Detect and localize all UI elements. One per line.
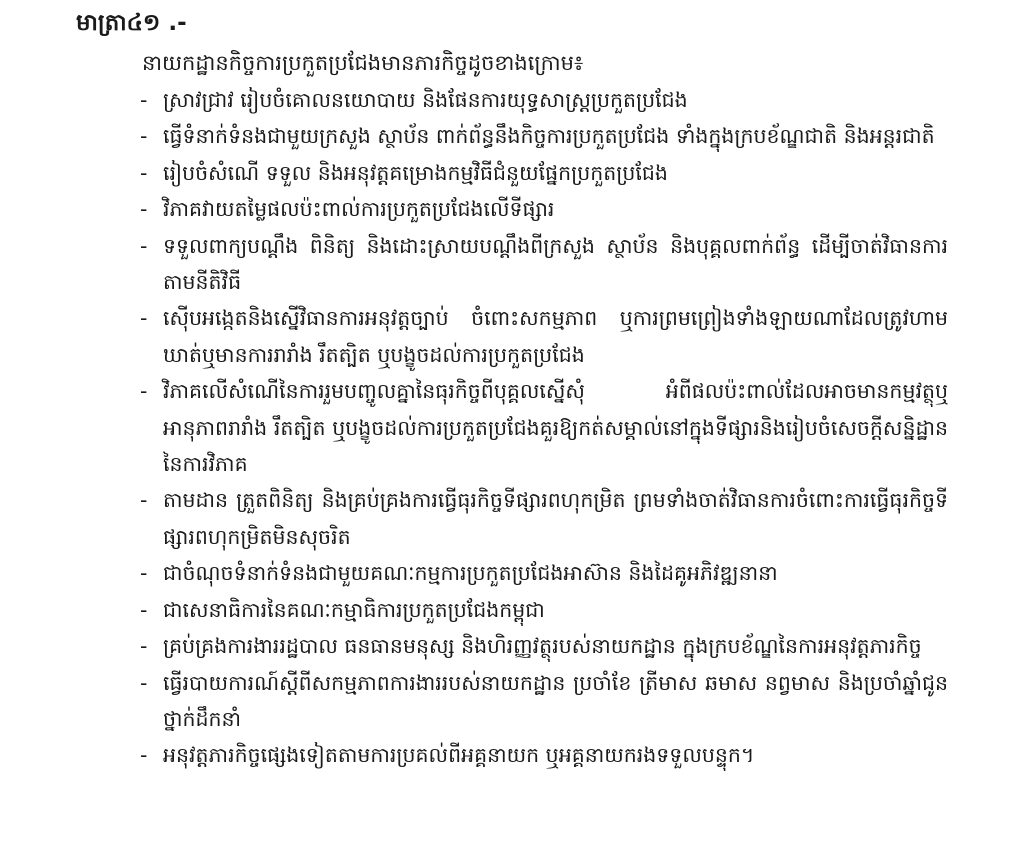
bullet-dash: - xyxy=(140,634,148,659)
duty-list-item xyxy=(138,482,948,555)
bullet-dash: - xyxy=(140,743,148,768)
bullet-dash: - xyxy=(140,88,148,112)
article-heading: មាត្រា៤១ .- xyxy=(76,10,187,36)
duty-list-item xyxy=(138,191,948,227)
duty-text: ជាចំណុចទំនាក់ទំនងជាមួយគណៈកម្មការប្រកួតប្រជែងអាស៊ាន និងដៃគូអភិវឌ្ឍនានា xyxy=(163,561,778,586)
bullet-dash: - xyxy=(140,197,148,222)
bullet-dash: - xyxy=(140,233,148,258)
duty-list-item xyxy=(138,228,948,301)
bullet-dash: - xyxy=(140,670,148,695)
duty-text: វិភាគលើសំណើនៃការរួមបញ្ចូលគ្នានៃធុរកិច្ចពីបុគ្គលស្នើសុំ អំពីផលប៉ះពាល់ដែលអាចមានកម្មវត្ថុឬអានុភាពរារាំង រឹតត្បិត ឬបង្ខូចដល់ការប្រកួតប្រជែងគួរឱ្យកត់សម្គាល់នៅក្នុងទីផ្សារនិងរៀបចំសេចក្តីសន្និដ្ឋាននៃការវិភាគ xyxy=(163,379,948,477)
duty-text: រៀបចំសំណើ ទទួល និងអនុវត្តគម្រោងកម្មវិធីជំនួយផ្នែកប្រកួតប្រជែង xyxy=(163,160,668,185)
duty-text: គ្រប់គ្រងការងាររដ្ឋបាល ធនធានមនុស្ស និងហិរញ្ញវត្ថុរបស់នាយកដ្ឋាន ក្នុងក្របខ័ណ្ឌនៃការអនុវត្តភារកិច្ច xyxy=(163,634,922,659)
duty-text: ស៊ើបអង្កេតនិងស្នើវិធានការអនុវត្តច្បាប់ ចំពោះសកម្មភាព ឬការព្រមព្រៀងទាំងឡាយណាដែលត្រូវហាមឃាត់ឬមានការរារាំង រឹតត្បិត ឬបង្ខូចដល់ការប្រកួតប្រជែង xyxy=(163,306,948,367)
duty-text: ធ្វើទំនាក់ទំនងជាមួយក្រសួង ស្ថាប័ន ពាក់ព័ន្ធនឹងកិច្ចការប្រកួតប្រជែង ទាំងក្នុងក្របខ័ណ្ឌជាតិ និងអន្តរជាតិ xyxy=(163,124,935,149)
duty-text: វិភាគវាយតម្លៃផលប៉ះពាល់ការប្រកួតប្រជែងលើទីផ្សារ xyxy=(163,197,555,222)
duty-text: ទទួលពាក្យបណ្តឹង ពិនិត្យ និងដោះស្រាយបណ្តឹងពីក្រសួង ស្ថាប័ន និងបុគ្គលពាក់ព័ន្ធ ដើម្បីចាត់វិធានការតាមនីតិវិធី xyxy=(163,233,948,295)
duty-list-item xyxy=(138,628,948,664)
duty-list-item xyxy=(138,118,948,154)
duty-text: អនុវត្តភារកិច្ចផ្សេងទៀតតាមការប្រគល់ពីអគ្គនាយក ឬអគ្គនាយករងទទួលបន្ទុក។ xyxy=(163,743,755,768)
duty-list-item xyxy=(138,155,948,191)
duty-list-item xyxy=(138,555,948,591)
duty-list-item xyxy=(138,737,948,773)
bullet-dash: - xyxy=(140,488,148,513)
duty-list-item xyxy=(138,300,948,373)
bullet-dash: - xyxy=(140,379,148,404)
bullet-dash: - xyxy=(140,160,148,185)
bullet-dash: - xyxy=(140,306,148,331)
bullet-dash: - xyxy=(140,597,148,622)
duty-list-item xyxy=(138,82,948,118)
duty-list xyxy=(138,82,948,774)
duty-text: ស្រាវជ្រាវ រៀបចំគោលនយោបាយ និងផែនការយុទ្ធសាស្ត្រប្រកួតប្រជែង xyxy=(163,88,688,112)
duty-text: តាមដាន ត្រួតពិនិត្យ និងគ្រប់គ្រងការធ្វើធុរកិច្ចទីផ្សារពហុកម្រិត ព្រមទាំងចាត់វិធានការចំពោះការធ្វើធុរកិច្ចទីផ្សារពហុកម្រិតមិនសុចរិត xyxy=(163,488,948,549)
duty-list-item xyxy=(138,592,948,628)
bullet-dash: - xyxy=(140,124,148,149)
duty-text: ធ្វើរបាយការណ៍ស្តីពីសកម្មភាពការងាររបស់នាយកដ្ឋាន ប្រចាំខែ ត្រីមាស ឆមាស នព្វមាស និងប្រចាំឆ្នាំជូនថ្នាក់ដឹកនាំ xyxy=(163,670,948,731)
duty-list-item xyxy=(138,373,948,482)
intro-sentence: នាយកដ្ឋានកិច្ចការប្រកួតប្រជែងមានភារកិច្ចដូចខាងក្រោម៖ xyxy=(142,51,584,75)
bullet-dash: - xyxy=(140,561,148,586)
duty-list-item xyxy=(138,665,948,738)
duty-text: ជាសេនាធិការនៃគណៈកម្មាធិការប្រកួតប្រជែងកម្ពុជា xyxy=(163,597,545,622)
